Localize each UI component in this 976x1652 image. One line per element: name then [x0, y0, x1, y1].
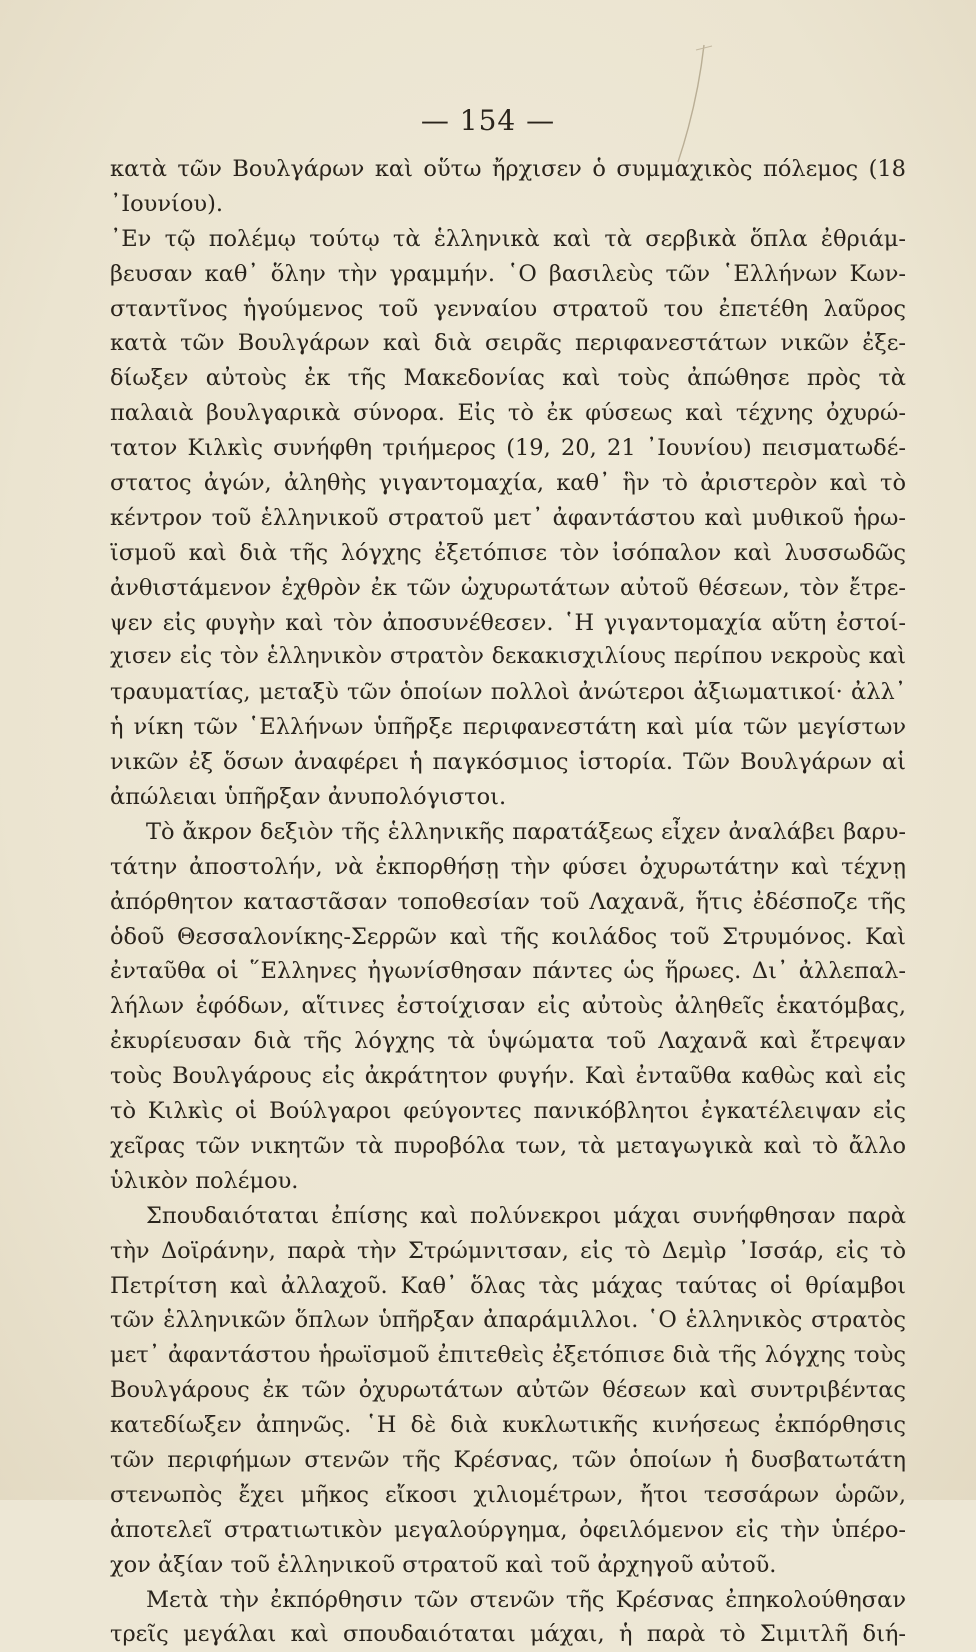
- text-line: στατος ἀγών, ἀληθὴς γιγαντομαχία, καθ᾿ ἣν τὸ ἀριστερὸν καὶ τὸ: [110, 470, 906, 497]
- text-line: ὑλικὸν πολέμου.: [110, 1167, 299, 1194]
- text-line: τραυματίας, μεταξὺ τῶν ὁποίων πολλοὶ ἀνώτεροι ἀξιωματικοί· ἀλλ᾿: [110, 679, 906, 706]
- text-line: ἐνταῦθα οἱ ῞Ελληνες ἠγωνίσθησαν πάντες ὡς ἥρωες. Δι᾿ ἀλλεπαλ-: [110, 958, 906, 985]
- text-line: χισεν εἰς τὸν ἑλληνικὸν στρατὸν δεκακισχιλίους περίπου νεκροὺς καὶ: [110, 644, 906, 670]
- text-line: τὸ Κιλκὶς οἱ Βούλγαροι φεύγοντες πανικόβλητοι ἐγκατέλειψαν εἰς: [110, 1098, 906, 1125]
- text-line: τῶν περιφήμων στενῶν τῆς Κρέσνας, τῶν ὁποίων ἡ δυσβατωτάτη: [110, 1446, 906, 1473]
- text-line: δίωξεν αὐτοὺς ἐκ τῆς Μακεδονίας καὶ τοὺς ἀπώθησε πρὸς τὰ: [110, 365, 906, 392]
- text-line: σταντῖνος ἡγούμενος τοῦ γενναίου στρατοῦ του ἐπετέθη λαῦρος: [110, 295, 906, 322]
- text-line: Σπουδαιόταται ἐπίσης καὶ πολύνεκροι μάχαι συνήφθησαν παρὰ: [146, 1202, 906, 1229]
- text-line: μετ᾿ ἀφαντάστου ἡρωϊσμοῦ ἐπιτεθεὶς ἐξετόπισε διὰ τῆς λόγχης τοὺς: [110, 1342, 906, 1369]
- text-line: κατεδίωξεν ἀπηνῶς. ῾Η δὲ διὰ κυκλωτικῆς κινήσεως ἐκπόρθησις: [110, 1412, 906, 1439]
- page-number: — 154 —: [420, 104, 556, 137]
- text-line: στενωπὸς ἔχει μῆκος εἴκοσι χιλιομέτρων, ἤτοι τεσσάρων ὡρῶν,: [110, 1481, 906, 1508]
- text-line: Βουλγάρους ἐκ τῶν ὀχυρωτάτων αὐτῶν θέσεων καὶ συντριβέντας: [110, 1377, 906, 1404]
- text-line: ἐκυρίευσαν διὰ τῆς λόγχης τὰ ὑψώματα τοῦ Λαχανᾶ καὶ ἔτρεψαν: [110, 1028, 906, 1055]
- text-line: τῶν ἑλληνικῶν ὅπλων ὑπῆρξαν ἀπαράμιλλοι. ῾Ο ἑλληνικὸς στρατὸς: [110, 1307, 906, 1334]
- text-line: χεῖρας τῶν νικητῶν τὰ πυροβόλα των, τὰ μεταγωγικὰ καὶ τὸ ἄλλο: [110, 1132, 906, 1159]
- page-text: [110, 152, 906, 1652]
- text-line: τοὺς Βουλγάρους εἰς ἀκράτητον φυγήν. Καὶ ἐνταῦθα καθὼς καὶ εἰς: [110, 1063, 906, 1090]
- text-line: Τὸ ἄκρον δεξιὸν τῆς ἑλληνικῆς παρατάξεως εἶχεν ἀναλάβει βαρυ-: [146, 818, 906, 845]
- text-line: χον ἀξίαν τοῦ ἑλληνικοῦ στρατοῦ καὶ τοῦ ἀρχηγοῦ αὐτοῦ.: [110, 1551, 777, 1578]
- text-line: κέντρον τοῦ ἑλληνικοῦ στρατοῦ μετ᾿ ἀφαντάστου καὶ μυθικοῦ ἡρω-: [110, 504, 906, 531]
- text-line: τάτην ἀποστολήν, νὰ ἐκπορθήσῃ τὴν φύσει ὀχυρωτάτην καὶ τέχνῃ: [110, 853, 906, 880]
- text-line: ἀπώλειαι ὑπῆρξαν ἀνυπολόγιστοι.: [110, 784, 507, 811]
- text-line: τατον Κιλκὶς συνήφθη τριήμερος (19, 20, 21 ᾿Ιουνίου) πεισματωδέ-: [110, 435, 906, 462]
- text-line: ἀποτελεῖ στρατιωτικὸν μεγαλούργημα, ὀφειλόμενον εἰς τὴν ὑπέρο-: [110, 1516, 906, 1543]
- text-line: βευσαν καθ᾿ ὅλην τὴν γραμμήν. ῾Ο βασιλεὺς τῶν ῾Ελλήνων Κων-: [110, 260, 906, 287]
- text-line: Μετὰ τὴν ἐκπόρθησιν τῶν στενῶν τῆς Κρέσνας ἐπηκολούθησαν: [146, 1586, 906, 1613]
- text-line: ἀνθιστάμενον ἐχθρὸν ἐκ τῶν ὠχυρωτάτων αὐτοῦ θέσεων, τὸν ἔτρε-: [110, 574, 906, 601]
- text-line: ᾿Ιουνίου).: [110, 190, 224, 217]
- text-line: λήλων ἐφόδων, αἵτινες ἐστοίχισαν εἰς αὐτοὺς ἀληθεῖς ἑκατόμβας,: [110, 993, 906, 1020]
- text-line: κατὰ τῶν Βουλγάρων καὶ οὕτω ἤρχισεν ὁ συμμαχικὸς πόλεμος (18: [110, 156, 906, 182]
- text-line: ἡ νίκη τῶν ῾Ελλήνων ὑπῆρξε περιφανεστάτη καὶ μία τῶν μεγίστων: [110, 714, 906, 741]
- text-line: ϊσμοῦ καὶ διὰ τῆς λόγχης ἐξετόπισε τὸν ἰσόπαλον καὶ λυσσωδῶς: [110, 539, 906, 566]
- text-line: ὁδοῦ Θεσσαλονίκης-Σερρῶν καὶ τῆς κοιλάδος τοῦ Στρυμόνος. Καὶ: [110, 923, 906, 950]
- text-line: νικῶν ἐξ ὅσων ἀναφέρει ἡ παγκόσμιος ἱστορία. Τῶν Βουλγάρων αἱ: [110, 749, 906, 776]
- text-line: ψεν εἰς φυγὴν καὶ τὸν ἀποσυνέθεσεν. ῾Η γιγαντομαχία αὕτη ἐστοί-: [110, 609, 906, 636]
- text-line: τὴν Δοϊράνην, παρὰ τὴν Στρώμνιτσαν, εἰς τὸ Δεμὶρ ᾿Ισσάρ, εἰς τὸ: [110, 1237, 906, 1264]
- text-line: τρεῖς μεγάλαι καὶ σπουδαιόταται μάχαι, ἡ παρὰ τὸ Σιμιτλῆ διή-: [110, 1621, 906, 1648]
- text-line: παλαιὰ βουλγαρικὰ σύνορα. Εἰς τὸ ἐκ φύσεως καὶ τέχνης ὀχυρώ-: [110, 400, 906, 427]
- text-line: Πετρίτση καὶ ἀλλαχοῦ. Καθ᾿ ὅλας τὰς μάχας ταύτας οἱ θρίαμβοι: [110, 1272, 906, 1299]
- text-line: ᾿Εν τῷ πολέμῳ τούτῳ τὰ ἑλληνικὰ καὶ τὰ σερβικὰ ὅπλα ἐθριάμ-: [110, 225, 906, 252]
- text-line: κατὰ τῶν Βουλγάρων καὶ διὰ σειρᾶς περιφανεστάτων νικῶν ἐξε-: [110, 330, 906, 357]
- text-line: ἀπόρθητον καταστᾶσαν τοποθεσίαν τοῦ Λαχανᾶ, ἥτις ἐδέσποζε τῆς: [110, 888, 906, 915]
